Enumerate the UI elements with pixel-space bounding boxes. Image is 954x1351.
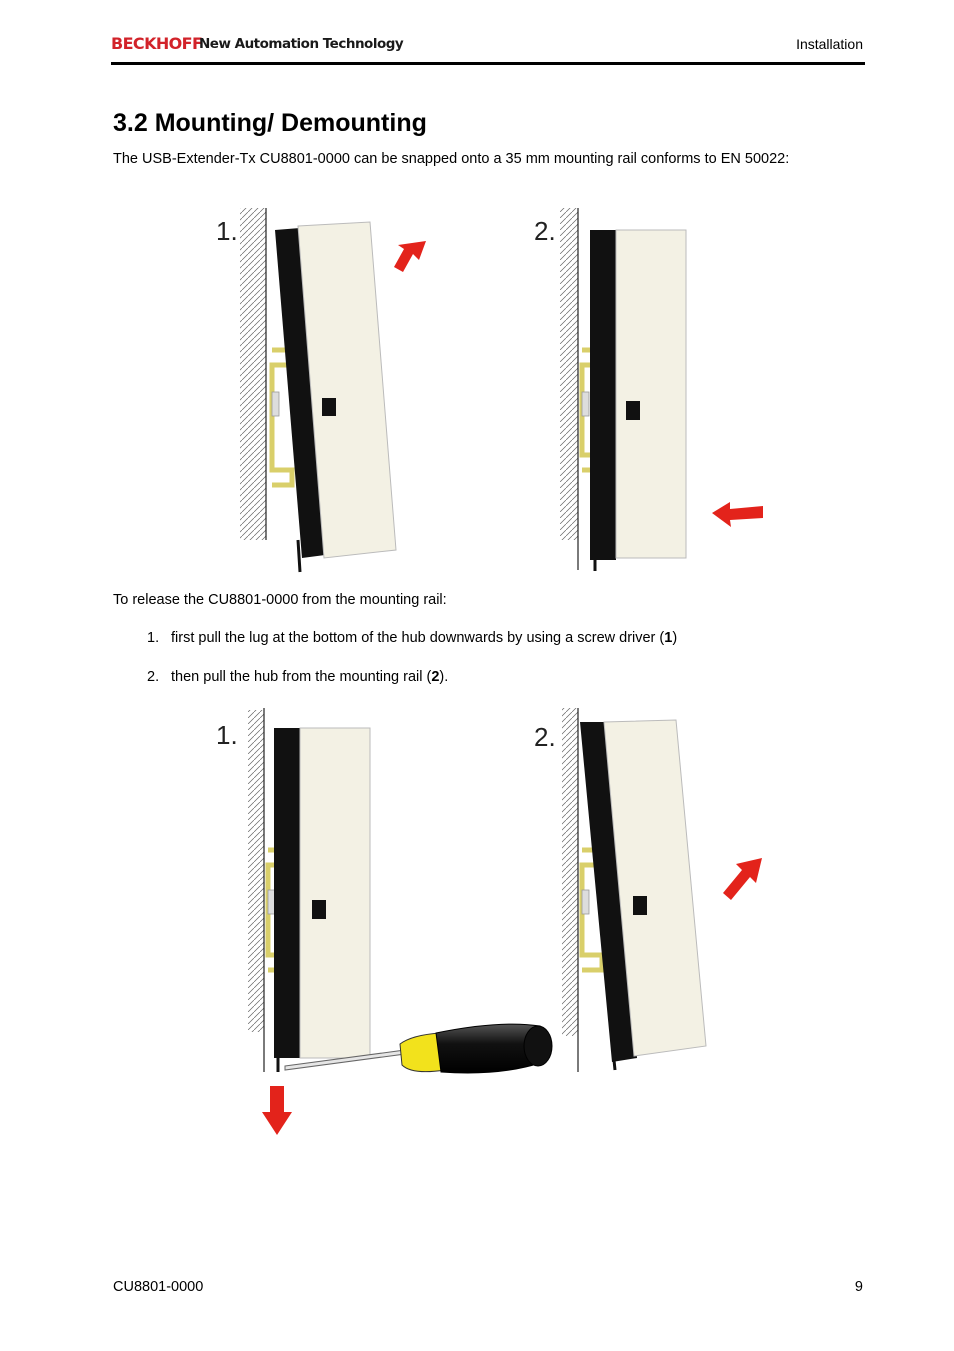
step-text: first pull the lug at the bottom of the hub downwards by using a screw driver ( (171, 630, 665, 646)
module-latch (626, 401, 640, 420)
arrow-left-icon (712, 502, 763, 527)
brand-tagline: New Automation Technology (199, 36, 404, 52)
release-step-1 (147, 630, 677, 646)
arrow-down-left-icon (394, 241, 426, 272)
rail-clip (268, 890, 275, 914)
wall-hatch (560, 208, 578, 540)
footer-doc-id: CU8801-0000 (113, 1279, 204, 1295)
section-name: Installation (796, 36, 863, 52)
demount-step-2-diagram (534, 708, 762, 1072)
module-housing (300, 728, 370, 1058)
module-back (274, 728, 300, 1058)
module-lug (613, 1050, 615, 1070)
mounting-figure (200, 200, 780, 580)
arrow-up-right-icon (723, 858, 762, 900)
mount-step-1-label: 1. (216, 216, 238, 246)
release-step-2 (147, 669, 448, 685)
demount-step-2-label: 2. (534, 722, 556, 752)
step-text-end: ). (439, 669, 449, 685)
step-number: 2. (147, 669, 160, 685)
module-latch (312, 900, 326, 919)
wall-hatch (248, 710, 264, 1032)
step-number: 1. (147, 630, 160, 646)
demount-step-1-label: 1. (216, 720, 238, 750)
module-latch (322, 398, 336, 416)
module-back (590, 230, 616, 560)
wall-hatch (562, 708, 578, 1036)
module-lug (298, 540, 300, 572)
mount-step-2-diagram (534, 208, 763, 571)
demounting-figure (200, 700, 780, 1145)
step-ref: 2 (431, 669, 440, 685)
mount-step-1-diagram (216, 208, 426, 572)
release-intro: To release the CU8801-0000 from the mounting rail: (113, 592, 447, 608)
rail-clip (582, 890, 589, 914)
module-latch (633, 896, 647, 915)
demount-step-1-diagram (216, 708, 552, 1135)
mount-step-2-label: 2. (534, 216, 556, 246)
step-ref: 1 (664, 630, 673, 646)
intro-paragraph: The USB-Extender-Tx CU8801-0000 can be snapped onto a 35 mm mounting rail conforms to EN 50022: (113, 151, 790, 167)
header-rule (111, 62, 865, 65)
module-housing (616, 230, 686, 558)
rail-clip (272, 392, 279, 416)
footer-page-number: 9 (854, 1279, 863, 1295)
step-text: then pull the hub from the mounting rail ( (171, 669, 432, 685)
brand-logo: BECKHOFF (111, 34, 203, 53)
rail-clip (582, 392, 589, 416)
section-title: 3.2 Mounting/ Demounting (113, 109, 427, 137)
wall-hatch (240, 208, 266, 540)
step-text-end: ) (672, 630, 678, 646)
arrow-down-icon (262, 1086, 292, 1135)
